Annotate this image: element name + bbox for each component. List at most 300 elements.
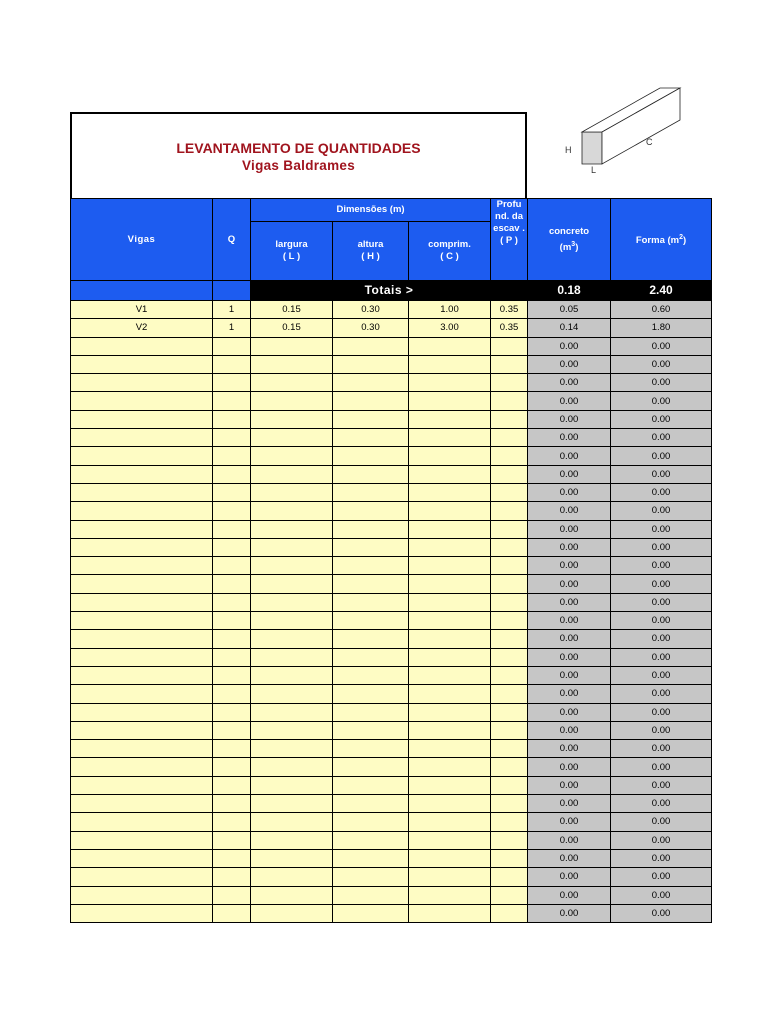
- cell-forma: 0.00: [611, 703, 712, 721]
- cell-q[interactable]: [213, 666, 251, 684]
- cell-altura[interactable]: [333, 374, 409, 392]
- cell-altura[interactable]: [333, 630, 409, 648]
- cell-comprim[interactable]: [409, 795, 491, 813]
- cell-altura[interactable]: 0.30: [333, 301, 409, 319]
- cell-comprim[interactable]: [409, 429, 491, 447]
- cell-concreto: 0.00: [528, 612, 611, 630]
- cell-forma: 0.00: [611, 502, 712, 520]
- table-row: [71, 520, 712, 538]
- cell-largura[interactable]: [251, 721, 333, 739]
- cell-q[interactable]: [213, 758, 251, 776]
- cell-viga[interactable]: [71, 465, 213, 483]
- cell-comprim[interactable]: [409, 721, 491, 739]
- cell-q[interactable]: [213, 776, 251, 794]
- table-row: [71, 502, 712, 520]
- cell-largura[interactable]: [251, 593, 333, 611]
- cell-largura[interactable]: [251, 557, 333, 575]
- cell-comprim[interactable]: [409, 374, 491, 392]
- cell-comprim[interactable]: [409, 758, 491, 776]
- cell-concreto: 0.00: [528, 355, 611, 373]
- cell-comprim[interactable]: [409, 868, 491, 886]
- cell-q[interactable]: [213, 575, 251, 593]
- cell-concreto: 0.00: [528, 886, 611, 904]
- cell-viga[interactable]: [71, 776, 213, 794]
- cell-largura[interactable]: [251, 465, 333, 483]
- cell-altura[interactable]: [333, 831, 409, 849]
- cell-q[interactable]: [213, 740, 251, 758]
- totals-spacer-q: [213, 281, 251, 301]
- cell-q[interactable]: [213, 337, 251, 355]
- cell-forma: 0.00: [611, 648, 712, 666]
- cell-prof[interactable]: [491, 410, 528, 428]
- cell-altura[interactable]: [333, 410, 409, 428]
- cell-prof[interactable]: [491, 776, 528, 794]
- cell-q[interactable]: [213, 703, 251, 721]
- cell-concreto: 0.00: [528, 557, 611, 575]
- cell-q[interactable]: [213, 392, 251, 410]
- cell-concreto: 0.00: [528, 593, 611, 611]
- cell-largura[interactable]: [251, 392, 333, 410]
- cell-altura[interactable]: [333, 685, 409, 703]
- cell-viga[interactable]: [71, 666, 213, 684]
- col-header-vigas: Vigas: [71, 199, 213, 281]
- cell-largura[interactable]: [251, 410, 333, 428]
- cell-q[interactable]: 1: [213, 301, 251, 319]
- col-header-prof: Profu nd. da escav . ( P ): [491, 199, 528, 281]
- cell-comprim[interactable]: [409, 685, 491, 703]
- cell-concreto: 0.00: [528, 831, 611, 849]
- cell-q[interactable]: [213, 355, 251, 373]
- table-row: [71, 904, 712, 922]
- cell-comprim[interactable]: [409, 502, 491, 520]
- cell-largura[interactable]: [251, 795, 333, 813]
- cell-altura[interactable]: [333, 648, 409, 666]
- cell-altura[interactable]: [333, 849, 409, 867]
- cell-largura[interactable]: [251, 740, 333, 758]
- cell-forma: 0.00: [611, 465, 712, 483]
- cell-prof[interactable]: [491, 795, 528, 813]
- cell-forma: 0.00: [611, 392, 712, 410]
- col-header-comprim: comprim. ( C ): [409, 222, 491, 281]
- cell-concreto: 0.00: [528, 648, 611, 666]
- table-row: [71, 355, 712, 373]
- col-header-largura: largura ( L ): [251, 222, 333, 281]
- cell-forma: 0.00: [611, 776, 712, 794]
- cell-prof[interactable]: [491, 685, 528, 703]
- cell-altura[interactable]: [333, 392, 409, 410]
- cell-q[interactable]: [213, 849, 251, 867]
- cell-prof[interactable]: [491, 337, 528, 355]
- cell-altura[interactable]: [333, 886, 409, 904]
- cell-concreto: 0.00: [528, 666, 611, 684]
- cell-q[interactable]: [213, 886, 251, 904]
- cell-comprim[interactable]: 3.00: [409, 319, 491, 337]
- title-box: [70, 112, 527, 198]
- cell-largura[interactable]: 0.15: [251, 319, 333, 337]
- cell-largura[interactable]: [251, 374, 333, 392]
- cell-largura[interactable]: [251, 648, 333, 666]
- cell-q[interactable]: [213, 593, 251, 611]
- cell-q[interactable]: [213, 813, 251, 831]
- cell-forma: 0.00: [611, 721, 712, 739]
- cell-comprim[interactable]: [409, 904, 491, 922]
- cell-q[interactable]: [213, 465, 251, 483]
- cell-concreto: 0.00: [528, 447, 611, 465]
- cell-largura[interactable]: [251, 538, 333, 556]
- cell-comprim[interactable]: [409, 612, 491, 630]
- cell-largura[interactable]: [251, 904, 333, 922]
- cell-q[interactable]: [213, 648, 251, 666]
- cell-q[interactable]: [213, 483, 251, 501]
- table-row: [71, 483, 712, 501]
- cell-largura[interactable]: [251, 666, 333, 684]
- cell-altura[interactable]: [333, 538, 409, 556]
- cell-forma: 0.00: [611, 868, 712, 886]
- cell-viga[interactable]: [71, 740, 213, 758]
- cell-largura[interactable]: [251, 630, 333, 648]
- cell-comprim[interactable]: [409, 831, 491, 849]
- table-row: [71, 392, 712, 410]
- cell-q[interactable]: 1: [213, 319, 251, 337]
- cell-forma: 0.60: [611, 301, 712, 319]
- cell-q[interactable]: [213, 447, 251, 465]
- cell-prof[interactable]: 0.35: [491, 301, 528, 319]
- cell-comprim[interactable]: [409, 630, 491, 648]
- cell-q[interactable]: [213, 502, 251, 520]
- cell-altura[interactable]: [333, 557, 409, 575]
- cell-largura[interactable]: [251, 355, 333, 373]
- cell-concreto: 0.00: [528, 520, 611, 538]
- cell-largura[interactable]: [251, 685, 333, 703]
- cell-q[interactable]: [213, 557, 251, 575]
- cell-viga[interactable]: [71, 795, 213, 813]
- cell-altura[interactable]: [333, 575, 409, 593]
- cell-forma: 0.00: [611, 795, 712, 813]
- cell-forma: 0.00: [611, 666, 712, 684]
- cell-viga[interactable]: V1: [71, 301, 213, 319]
- cell-forma: 0.00: [611, 447, 712, 465]
- cell-prof[interactable]: [491, 721, 528, 739]
- cell-viga[interactable]: [71, 374, 213, 392]
- cell-prof[interactable]: [491, 593, 528, 611]
- cell-altura[interactable]: [333, 776, 409, 794]
- cell-altura[interactable]: [333, 666, 409, 684]
- cell-viga[interactable]: [71, 483, 213, 501]
- table-row: [71, 813, 712, 831]
- cell-viga[interactable]: [71, 557, 213, 575]
- table-row: [71, 886, 712, 904]
- cell-comprim[interactable]: [409, 648, 491, 666]
- cell-q[interactable]: [213, 520, 251, 538]
- cell-viga[interactable]: [71, 520, 213, 538]
- cell-largura[interactable]: [251, 447, 333, 465]
- cell-altura[interactable]: [333, 465, 409, 483]
- cell-comprim[interactable]: [409, 410, 491, 428]
- cell-comprim[interactable]: [409, 392, 491, 410]
- cell-largura[interactable]: [251, 813, 333, 831]
- cell-largura[interactable]: [251, 502, 333, 520]
- cell-forma: 0.00: [611, 630, 712, 648]
- cell-forma: 0.00: [611, 538, 712, 556]
- cell-prof[interactable]: [491, 612, 528, 630]
- cell-viga[interactable]: [71, 337, 213, 355]
- cell-viga[interactable]: [71, 904, 213, 922]
- cell-concreto: 0.00: [528, 410, 611, 428]
- cell-prof[interactable]: [491, 666, 528, 684]
- cell-prof[interactable]: [491, 465, 528, 483]
- cell-prof[interactable]: 0.35: [491, 319, 528, 337]
- cell-viga[interactable]: [71, 685, 213, 703]
- page-subtitle: Vigas Baldrames: [241, 158, 356, 173]
- cell-q[interactable]: [213, 612, 251, 630]
- cell-largura[interactable]: [251, 831, 333, 849]
- cell-prof[interactable]: [491, 392, 528, 410]
- cell-largura[interactable]: [251, 612, 333, 630]
- total-concreto: 0.18: [528, 281, 611, 301]
- cell-comprim[interactable]: [409, 447, 491, 465]
- cell-viga[interactable]: [71, 575, 213, 593]
- header-row-1: [71, 199, 712, 222]
- cell-altura[interactable]: [333, 593, 409, 611]
- cell-viga[interactable]: [71, 410, 213, 428]
- cell-concreto: 0.00: [528, 868, 611, 886]
- cell-largura[interactable]: [251, 429, 333, 447]
- cell-prof[interactable]: [491, 538, 528, 556]
- cell-q[interactable]: [213, 795, 251, 813]
- cell-altura[interactable]: [333, 612, 409, 630]
- table-row: [71, 849, 712, 867]
- cell-viga[interactable]: [71, 355, 213, 373]
- cell-viga[interactable]: [71, 849, 213, 867]
- cell-viga[interactable]: [71, 886, 213, 904]
- cell-altura[interactable]: [333, 868, 409, 886]
- cell-q[interactable]: [213, 630, 251, 648]
- cell-largura[interactable]: [251, 758, 333, 776]
- beam-shape: [582, 88, 680, 164]
- table-row: [71, 831, 712, 849]
- table-row: [71, 795, 712, 813]
- table-row: [71, 740, 712, 758]
- cell-largura[interactable]: [251, 483, 333, 501]
- table-row: [71, 758, 712, 776]
- beam-label-l: L: [591, 165, 597, 175]
- cell-comprim[interactable]: [409, 849, 491, 867]
- cell-comprim[interactable]: [409, 886, 491, 904]
- table-row: [71, 447, 712, 465]
- cell-viga[interactable]: [71, 758, 213, 776]
- cell-viga[interactable]: [71, 721, 213, 739]
- page-title: LEVANTAMENTO DE QUANTIDADES: [176, 140, 421, 156]
- cell-largura[interactable]: [251, 575, 333, 593]
- cell-q[interactable]: [213, 868, 251, 886]
- cell-viga[interactable]: [71, 392, 213, 410]
- cell-largura[interactable]: [251, 520, 333, 538]
- cell-forma: 0.00: [611, 593, 712, 611]
- cell-altura[interactable]: [333, 502, 409, 520]
- cell-altura[interactable]: [333, 813, 409, 831]
- cell-viga[interactable]: [71, 538, 213, 556]
- cell-comprim[interactable]: [409, 575, 491, 593]
- cell-altura[interactable]: [333, 758, 409, 776]
- cell-altura[interactable]: [333, 795, 409, 813]
- cell-prof[interactable]: [491, 374, 528, 392]
- cell-comprim[interactable]: [409, 557, 491, 575]
- cell-q[interactable]: [213, 538, 251, 556]
- cell-prof[interactable]: [491, 740, 528, 758]
- cell-prof[interactable]: [491, 886, 528, 904]
- cell-altura[interactable]: [333, 520, 409, 538]
- cell-prof[interactable]: [491, 648, 528, 666]
- cell-altura[interactable]: [333, 703, 409, 721]
- cell-prof[interactable]: [491, 447, 528, 465]
- cell-forma: 0.00: [611, 483, 712, 501]
- cell-viga[interactable]: [71, 630, 213, 648]
- beam-label-h: H: [565, 145, 572, 155]
- cell-viga[interactable]: [71, 868, 213, 886]
- cell-comprim[interactable]: [409, 483, 491, 501]
- cell-viga[interactable]: [71, 831, 213, 849]
- cell-comprim[interactable]: [409, 593, 491, 611]
- cell-concreto: 0.14: [528, 319, 611, 337]
- cell-q[interactable]: [213, 721, 251, 739]
- totals-row: [71, 281, 712, 301]
- cell-viga[interactable]: [71, 502, 213, 520]
- cell-q[interactable]: [213, 685, 251, 703]
- table-row: [71, 612, 712, 630]
- cell-largura[interactable]: [251, 886, 333, 904]
- totals-label: Totais >: [251, 281, 528, 301]
- table-row: [71, 465, 712, 483]
- table-row: [71, 410, 712, 428]
- col-header-concreto: concreto $(m^3)$: [528, 199, 611, 281]
- cell-largura[interactable]: [251, 337, 333, 355]
- cell-prof[interactable]: [491, 483, 528, 501]
- cell-comprim[interactable]: [409, 813, 491, 831]
- cell-prof[interactable]: [491, 429, 528, 447]
- cell-concreto: 0.05: [528, 301, 611, 319]
- cell-viga[interactable]: [71, 648, 213, 666]
- totals-spacer-vigas: [71, 281, 213, 301]
- cell-largura[interactable]: [251, 703, 333, 721]
- cell-concreto: 0.00: [528, 429, 611, 447]
- cell-comprim[interactable]: 1.00: [409, 301, 491, 319]
- cell-forma: 0.00: [611, 612, 712, 630]
- cell-prof[interactable]: [491, 831, 528, 849]
- cell-prof[interactable]: [491, 520, 528, 538]
- cell-q[interactable]: [213, 429, 251, 447]
- cell-concreto: 0.00: [528, 758, 611, 776]
- cell-forma: 0.00: [611, 740, 712, 758]
- cell-viga[interactable]: [71, 612, 213, 630]
- cell-concreto: 0.00: [528, 483, 611, 501]
- table-row: [71, 319, 712, 337]
- cell-prof[interactable]: [491, 758, 528, 776]
- cell-prof[interactable]: [491, 575, 528, 593]
- table-row: [71, 703, 712, 721]
- cell-q[interactable]: [213, 904, 251, 922]
- cell-concreto: 0.00: [528, 904, 611, 922]
- cell-q[interactable]: [213, 410, 251, 428]
- cell-comprim[interactable]: [409, 776, 491, 794]
- cell-altura[interactable]: [333, 355, 409, 373]
- cell-comprim[interactable]: [409, 337, 491, 355]
- cell-prof[interactable]: [491, 703, 528, 721]
- cell-prof[interactable]: [491, 355, 528, 373]
- cell-concreto: 0.00: [528, 685, 611, 703]
- cell-q[interactable]: [213, 831, 251, 849]
- cell-concreto: 0.00: [528, 849, 611, 867]
- table-row: [71, 666, 712, 684]
- cell-largura[interactable]: 0.15: [251, 301, 333, 319]
- cell-altura[interactable]: [333, 721, 409, 739]
- cell-concreto: 0.00: [528, 337, 611, 355]
- cell-altura[interactable]: [333, 447, 409, 465]
- cell-altura[interactable]: [333, 483, 409, 501]
- cell-concreto: 0.00: [528, 740, 611, 758]
- beam-diagram: [560, 82, 690, 178]
- cell-prof[interactable]: [491, 849, 528, 867]
- cell-viga[interactable]: [71, 429, 213, 447]
- cell-prof[interactable]: [491, 868, 528, 886]
- cell-largura[interactable]: [251, 868, 333, 886]
- cell-viga[interactable]: V2: [71, 319, 213, 337]
- cell-altura[interactable]: [333, 740, 409, 758]
- cell-concreto: 0.00: [528, 392, 611, 410]
- cell-viga[interactable]: [71, 813, 213, 831]
- cell-comprim[interactable]: [409, 538, 491, 556]
- cell-forma: 0.00: [611, 429, 712, 447]
- cell-comprim[interactable]: [409, 703, 491, 721]
- cell-prof[interactable]: [491, 813, 528, 831]
- cell-comprim[interactable]: [409, 465, 491, 483]
- cell-concreto: 0.00: [528, 465, 611, 483]
- table-row: [71, 593, 712, 611]
- cell-altura[interactable]: [333, 904, 409, 922]
- cell-altura[interactable]: [333, 429, 409, 447]
- cell-largura[interactable]: [251, 776, 333, 794]
- cell-concreto: 0.00: [528, 630, 611, 648]
- cell-forma: 0.00: [611, 904, 712, 922]
- cell-prof[interactable]: [491, 904, 528, 922]
- cell-forma: 0.00: [611, 831, 712, 849]
- cell-largura[interactable]: [251, 849, 333, 867]
- cell-concreto: 0.00: [528, 502, 611, 520]
- table-row: [71, 685, 712, 703]
- cell-comprim[interactable]: [409, 355, 491, 373]
- cell-prof[interactable]: [491, 630, 528, 648]
- cell-comprim[interactable]: [409, 740, 491, 758]
- cell-concreto: 0.00: [528, 795, 611, 813]
- cell-forma: 0.00: [611, 813, 712, 831]
- cell-viga[interactable]: [71, 593, 213, 611]
- cell-forma: 0.00: [611, 410, 712, 428]
- cell-altura[interactable]: [333, 337, 409, 355]
- col-header-dimensoes: Dimensões (m): [251, 199, 491, 222]
- cell-forma: 0.00: [611, 557, 712, 575]
- cell-viga[interactable]: [71, 447, 213, 465]
- cell-q[interactable]: [213, 374, 251, 392]
- table-row: [71, 538, 712, 556]
- cell-concreto: 0.00: [528, 813, 611, 831]
- cell-altura[interactable]: 0.30: [333, 319, 409, 337]
- cell-prof[interactable]: [491, 502, 528, 520]
- cell-prof[interactable]: [491, 557, 528, 575]
- cell-viga[interactable]: [71, 703, 213, 721]
- col-header-forma: Forma $(m^2)$: [611, 199, 712, 281]
- beam-label-c: C: [646, 137, 653, 147]
- cell-comprim[interactable]: [409, 520, 491, 538]
- cell-comprim[interactable]: [409, 666, 491, 684]
